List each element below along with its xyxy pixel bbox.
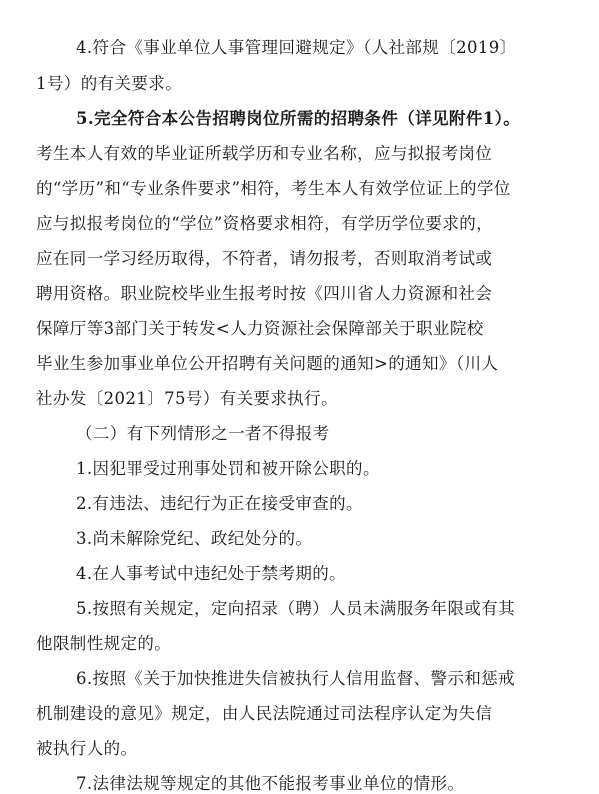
restriction-5-line-1: 5.按照有关规定，定向招录（聘）人员未满服务年限或有其 xyxy=(76,599,516,618)
restriction-7: 7.法律法规等规定的其他不能报考事业单位的情形。 xyxy=(76,774,465,793)
restriction-1: 1.因犯罪受过刑事处罚和被开除公职的。 xyxy=(76,459,380,478)
item-5-line-7: 保障厅等3部门关于转发<人力资源社会保障部关于职业院校 xyxy=(36,319,484,338)
restriction-6-line-3: 被执行人的。 xyxy=(36,739,138,758)
item-4-line-2: 1号）的有关要求。 xyxy=(36,74,183,93)
item-5-line-8: 毕业生参加事业单位公开招聘有关问题的通知>的通知》（川人 xyxy=(36,354,499,373)
item-5-line-2: 考生本人有效的毕业证所载学历和专业名称，应与拟报考岗位 xyxy=(36,144,493,163)
item-5-line-4: 应与拟报考岗位的“学位”资格要求相符，有学历学位要求的， xyxy=(36,214,494,233)
restriction-3: 3.尚未解除党纪、政纪处分的。 xyxy=(76,529,313,548)
restriction-6-line-1: 6.按照《关于加快推进失信被执行人信用监督、警示和惩戒 xyxy=(76,669,516,688)
item-4-line-1: 4.符合《事业单位人事管理回避规定》（人社部规〔2019〕 xyxy=(76,38,517,57)
section-heading: （二）有下列情形之一者不得报考 xyxy=(76,424,330,443)
item-5-line-5: 应在同一学习经历取得，不符者，请勿报考，否则取消考试或 xyxy=(36,249,493,268)
restriction-5-line-2: 他限制性规定的。 xyxy=(36,634,172,653)
item-5-line-3: 的“学历”和“专业条件要求”相符，考生本人有效学位证上的学位 xyxy=(36,179,511,198)
restriction-2: 2.有违法、违纪行为正在接受审查的。 xyxy=(76,494,363,513)
item-5-line-9: 社办发〔2021〕75号）有关要求执行。 xyxy=(36,389,338,408)
item-5-line-6: 聘用资格。职业院校毕业生报考时按《四川省人力资源和社会 xyxy=(36,284,493,303)
restriction-4: 4.在人事考试中违纪处于禁考期的。 xyxy=(76,564,347,583)
restriction-6-line-2: 机制建设的意见》规定，由人民法院通过司法程序认定为失信 xyxy=(36,704,493,723)
item-5-heading: 5.完全符合本公告招聘岗位所需的招聘条件（详见附件1）。 xyxy=(76,109,521,128)
